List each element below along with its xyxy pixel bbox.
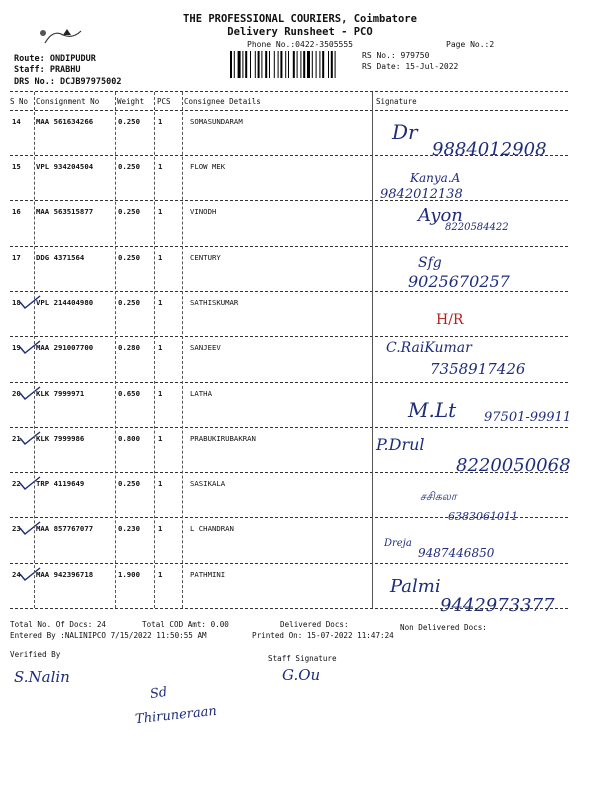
barcode-bar: [255, 51, 256, 78]
row-weight: 0.250: [118, 298, 140, 307]
row-consignee: SANJEEV: [190, 343, 221, 352]
row-signature-phone: 8220584422: [445, 222, 509, 233]
row-sno: 17: [12, 253, 21, 262]
row-consignment: DDG 4371564: [36, 253, 85, 262]
staff-signature: Staff Signature: [268, 654, 337, 663]
col-sno: S No: [10, 97, 29, 106]
barcode-bar: [307, 51, 310, 78]
row-weight: 0.250: [118, 253, 140, 262]
route: Route: ONDIPUDUR: [14, 54, 96, 64]
row-pcs: 1: [158, 117, 163, 126]
barcode-bar: [319, 51, 320, 78]
barcode-bar: [331, 51, 333, 78]
row-weight: 0.250: [118, 117, 140, 126]
barcode-bar: [269, 51, 270, 78]
row-signature-name: H/R: [436, 312, 464, 328]
row-sno: 15: [12, 162, 21, 171]
column-line: [154, 92, 155, 608]
barcode-bar: [316, 51, 317, 78]
checkmark-icon: [14, 385, 44, 401]
row-pcs: 1: [158, 570, 163, 579]
column-line: [182, 92, 183, 608]
checkmark-icon: [14, 475, 44, 491]
row-consignee: PATHMINI: [190, 570, 226, 579]
barcode-bar: [238, 51, 241, 78]
printed-on: Printed On: 15-07-2022 11:47:24: [252, 631, 394, 640]
row-signature-name: Ayon: [418, 205, 463, 226]
verified-signature: S.Nalin: [14, 668, 70, 686]
barcode-bar: [322, 51, 324, 78]
row-consignee: SATHISKUMAR: [190, 298, 239, 307]
row-signature-phone: 9487446850: [418, 546, 495, 560]
barcode-bar: [265, 51, 267, 78]
staff: Staff: PRABHU: [14, 65, 81, 75]
row-signature-phone: 7358917426: [430, 360, 526, 378]
verified-by: Verified By: [10, 650, 61, 659]
row-divider: [10, 563, 568, 564]
stamp-logo: [33, 23, 93, 49]
row-consignee: LATHA: [190, 389, 212, 398]
barcode-bar: [278, 51, 279, 78]
row-signature-name: Dr: [392, 120, 418, 144]
row-sno: 20: [12, 389, 21, 398]
row-divider: [10, 382, 568, 383]
barcode-bar: [303, 51, 305, 78]
row-weight: 0.650: [118, 389, 140, 398]
barcode-bar: [300, 51, 301, 78]
column-line: [372, 92, 373, 608]
row-signature-phone: 9442973377: [440, 595, 555, 616]
row-pcs: 1: [158, 434, 163, 443]
row-signature-name: Dreja: [384, 538, 412, 549]
row-sno: 21: [12, 434, 21, 443]
checkmark-icon: [14, 339, 44, 355]
row-sno: 18: [12, 298, 21, 307]
row-signature-phone: 9025670257: [408, 272, 510, 291]
row-consignment: TRP 4119649: [36, 479, 85, 488]
total-docs: Total No. Of Docs: 24: [10, 620, 107, 629]
total-cod: Total COD Amt: 0.00: [142, 620, 229, 629]
non-delivered-docs: Non Delivered Docs:: [400, 623, 487, 632]
row-consignment: MAA 942396718: [36, 570, 94, 579]
barcode-bar: [242, 51, 243, 78]
barcode-bar: [274, 51, 275, 78]
row-consignment: MAA 291007700: [36, 343, 94, 352]
column-line: [34, 92, 35, 608]
row-signature-name: C.RaiKumar: [386, 340, 472, 356]
barcode-bar: [258, 51, 260, 78]
col-weight: Weight: [117, 97, 145, 106]
barcode-bar: [312, 51, 313, 78]
phone-number: Phone No.:0422-3505555: [247, 40, 353, 49]
row-weight: 0.280: [118, 343, 140, 352]
row-weight: 0.250: [118, 207, 140, 216]
row-divider: [10, 472, 568, 473]
barcode-bar: [280, 51, 282, 78]
delivered-docs: Delivered Docs:: [280, 620, 349, 629]
barcode: [230, 51, 363, 78]
row-consignment: KLK 7999971: [36, 389, 85, 398]
row-weight: 0.800: [118, 434, 140, 443]
rs-date: RS Date: 15-Jul-2022: [362, 62, 459, 71]
checkmark-icon: [14, 520, 44, 536]
col-consignment: Consignment No: [36, 97, 100, 106]
barcode-bar: [288, 51, 289, 78]
staff-handwritten-signature: G.Ou: [282, 666, 321, 684]
row-signature-name: Sfg: [418, 255, 442, 271]
row-signature-name: M.Lt: [408, 398, 457, 422]
row-consignee: L CHANDRAN: [190, 524, 234, 533]
row-consignment: VPL 214404980: [36, 298, 94, 307]
row-sno: 19: [12, 343, 21, 352]
row-consignment: VPL 934204504: [36, 162, 94, 171]
row-signature-name: P.Drul: [376, 435, 425, 454]
barcode-bar: [297, 51, 298, 78]
row-consignee: SOMASUNDARAM: [190, 117, 243, 126]
checkmark-icon: [14, 294, 44, 310]
row-pcs: 1: [158, 524, 163, 533]
row-consignment: MAA 561634266: [36, 117, 94, 126]
row-pcs: 1: [158, 253, 163, 262]
col-consignee: Consignee Details: [184, 97, 261, 106]
row-pcs: 1: [158, 343, 163, 352]
row-weight: 1.900: [118, 570, 140, 579]
row-consignment: MAA 563515877: [36, 207, 94, 216]
row-divider: [10, 336, 568, 337]
bottom-signature: Thiruneraan: [134, 703, 218, 728]
row-consignee: PRABUKIRUBAKRAN: [190, 434, 256, 443]
checkmark-icon: [14, 430, 44, 446]
column-line: [115, 92, 116, 608]
barcode-bar: [230, 51, 232, 78]
row-consignee: SASIKALA: [190, 479, 226, 488]
drs-number: DRS No.: DCJB97975002: [14, 77, 122, 87]
row-divider: [10, 608, 568, 609]
barcode-bar: [328, 51, 329, 78]
barcode-bar: [285, 51, 286, 78]
col-signature: Signature: [376, 97, 417, 106]
row-signature-phone: 6383061011: [448, 510, 518, 523]
row-divider: [10, 155, 568, 156]
runsheet-title: THE PROFESSIONAL COURIERS, Coimbatore: [183, 13, 417, 25]
row-sno: 14: [12, 117, 21, 126]
barcode-bar: [250, 51, 251, 78]
row-signature-phone: 97501-99911: [484, 410, 572, 425]
row-signature-phone: 9842012138: [380, 187, 463, 202]
barcode-bar: [335, 51, 336, 78]
row-pcs: 1: [158, 207, 163, 216]
rs-number: RS No.: 979750: [362, 51, 430, 60]
row-consignment: KLK 7999986: [36, 434, 85, 443]
divider: [10, 110, 568, 111]
row-divider: [10, 427, 568, 428]
row-pcs: 1: [158, 162, 163, 171]
row-weight: 0.250: [118, 162, 140, 171]
page-number: Page No.:2: [446, 40, 495, 49]
bottom-initials: Sd: [149, 684, 169, 703]
row-signature-name: சசிகலா: [420, 490, 457, 503]
row-signature-phone: 9884012908: [432, 139, 547, 160]
row-signature-name: Kanya.A: [410, 171, 461, 185]
barcode-bar: [245, 51, 247, 78]
row-sno: 23: [12, 524, 21, 533]
row-divider: [10, 246, 568, 247]
row-consignment: MAA 857767077: [36, 524, 94, 533]
row-sno: 22: [12, 479, 21, 488]
row-pcs: 1: [158, 389, 163, 398]
divider: [10, 91, 568, 92]
row-divider: [10, 291, 568, 292]
barcode-bar: [293, 51, 295, 78]
row-pcs: 1: [158, 479, 163, 488]
entered-by: Entered By :NALINIPCO 7/15/2022 11:50:55 AM: [10, 631, 207, 640]
row-weight: 0.230: [118, 524, 140, 533]
row-signature-phone: 8220050068: [456, 455, 571, 476]
row-sno: 24: [12, 570, 21, 579]
barcode-bar: [234, 51, 235, 78]
row-weight: 0.250: [118, 479, 140, 488]
row-consignee: FLOW MEK: [190, 162, 226, 171]
checkmark-icon: [14, 566, 44, 582]
row-sno: 16: [12, 207, 21, 216]
row-consignee: VINODH: [190, 207, 217, 216]
col-pcs: PCS: [157, 97, 171, 106]
row-consignee: CENTURY: [190, 253, 221, 262]
runsheet-subtitle: Delivery Runsheet - PCO: [227, 26, 373, 38]
barcode-bar: [261, 51, 262, 78]
row-signature-name: Palmi: [390, 576, 441, 597]
row-divider: [10, 200, 568, 201]
row-divider: [10, 517, 568, 518]
row-pcs: 1: [158, 298, 163, 307]
